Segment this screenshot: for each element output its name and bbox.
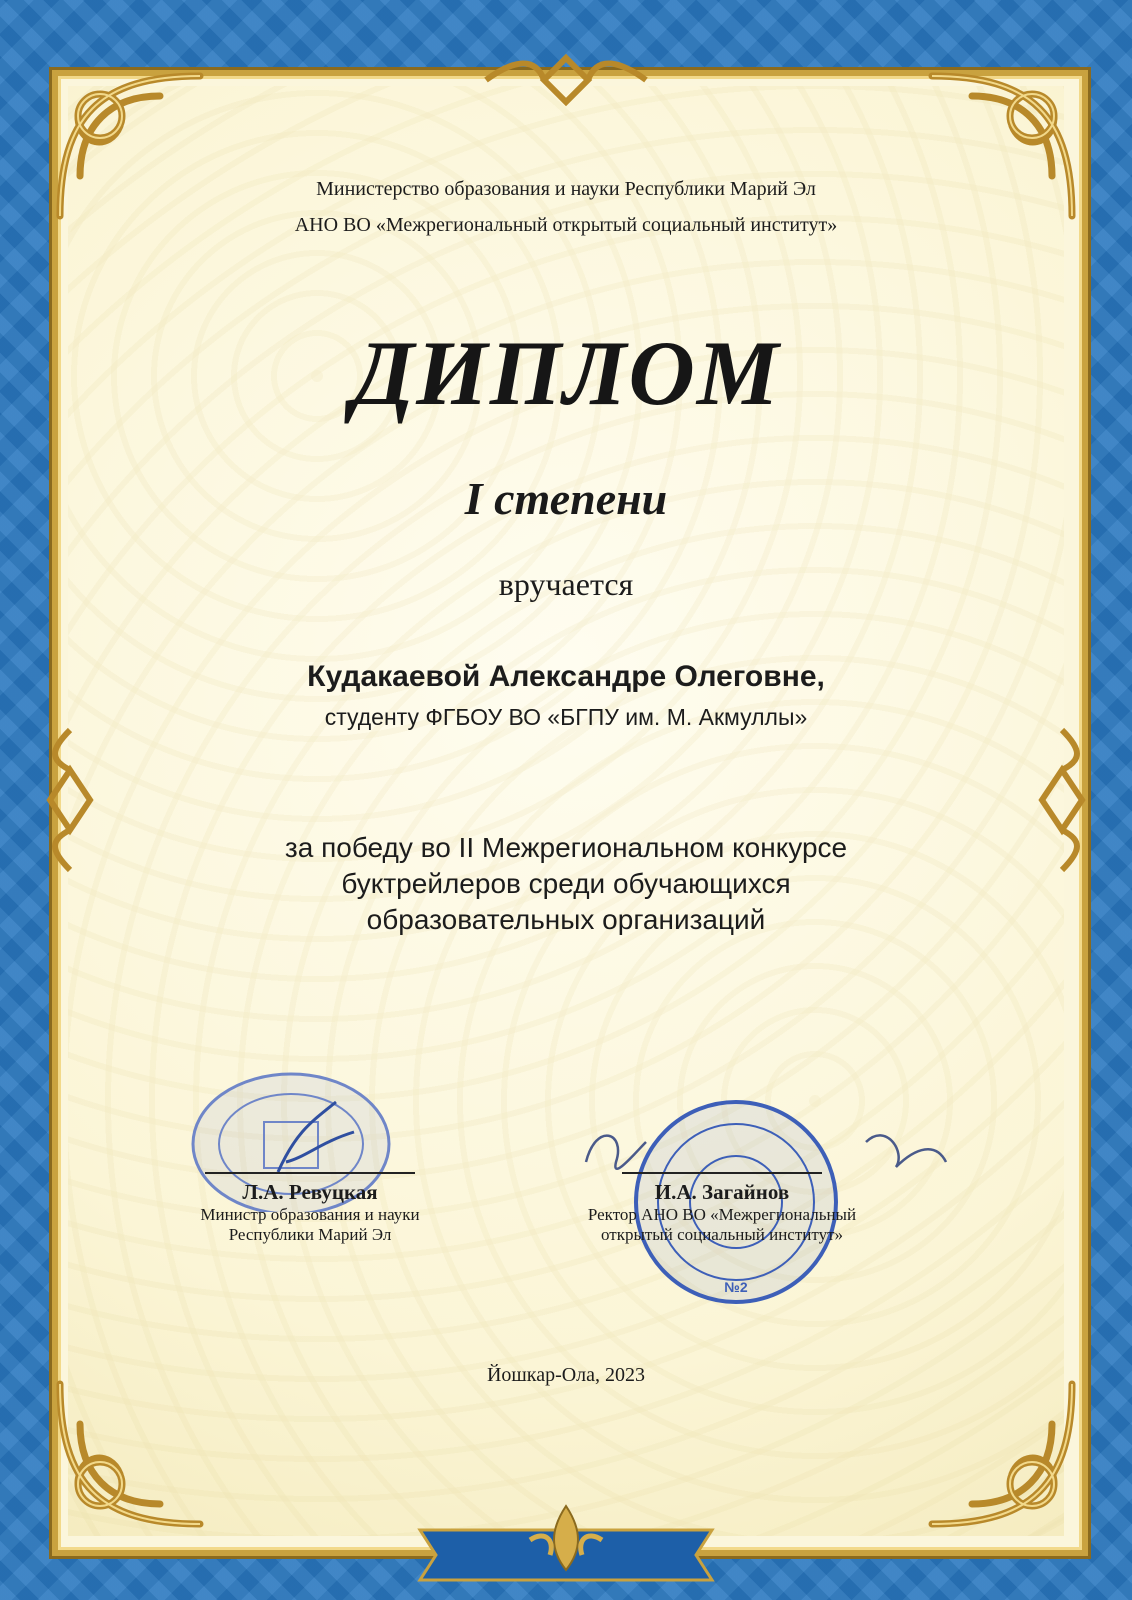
award-reason <box>0 830 1132 938</box>
diploma-degree: I степени <box>464 473 668 524</box>
award-reason-line-1: за победу во II Межрегиональном конкурсе <box>284 832 848 863</box>
top-center-ornament <box>476 50 656 110</box>
corner-ornament-bottom-left <box>40 1364 220 1544</box>
city-year: Йошкар-Ола, 2023 <box>486 1364 646 1386</box>
corner-ornament-top-left <box>40 56 220 236</box>
right-signature-block <box>552 1172 892 1245</box>
left-signatory-role-1: Министр образования и науки <box>200 1205 420 1224</box>
awarded-text: вручается <box>498 566 634 602</box>
left-signatory-role-2: Республики Марий Эл <box>228 1225 392 1244</box>
corner-ornament-top-right <box>912 56 1092 236</box>
award-reason-line-2: буктрейлеров среди обучающихся <box>341 868 791 899</box>
bottom-ribbon-ornament <box>400 1500 732 1590</box>
recipient-name: Кудакаевой Александре Олеговне, <box>307 660 825 693</box>
right-signatory-role-2: открытый социальный институт» <box>600 1225 844 1244</box>
ministry-header: Министерство образования и науки Республики Марий Эл <box>316 178 816 200</box>
diploma-title: ДИПЛОМ <box>351 322 781 424</box>
recipient-affiliation: студенту ФГБОУ ВО «БГПУ им. М. Акмуллы» <box>324 704 808 730</box>
right-signatory-role-1: Ректор АНО ВО «Межрегиональный <box>587 1205 857 1224</box>
right-signatory-name: И.А. Загайнов <box>654 1180 790 1204</box>
corner-ornament-bottom-right <box>912 1364 1092 1544</box>
left-signature-block <box>170 1172 450 1245</box>
award-reason-line-3: образовательных организаций <box>366 904 766 935</box>
right-signature-line <box>622 1172 822 1174</box>
certificate-paper <box>68 86 1064 1536</box>
left-signatory-name: Л.А. Ревуцкая <box>242 1180 378 1204</box>
stamp-number: №2 <box>724 1279 748 1295</box>
institute-header: АНО ВО «Межрегиональный открытый социальный институт» <box>294 214 838 236</box>
paper-pattern <box>68 86 1064 1536</box>
left-signature-line <box>205 1172 415 1174</box>
